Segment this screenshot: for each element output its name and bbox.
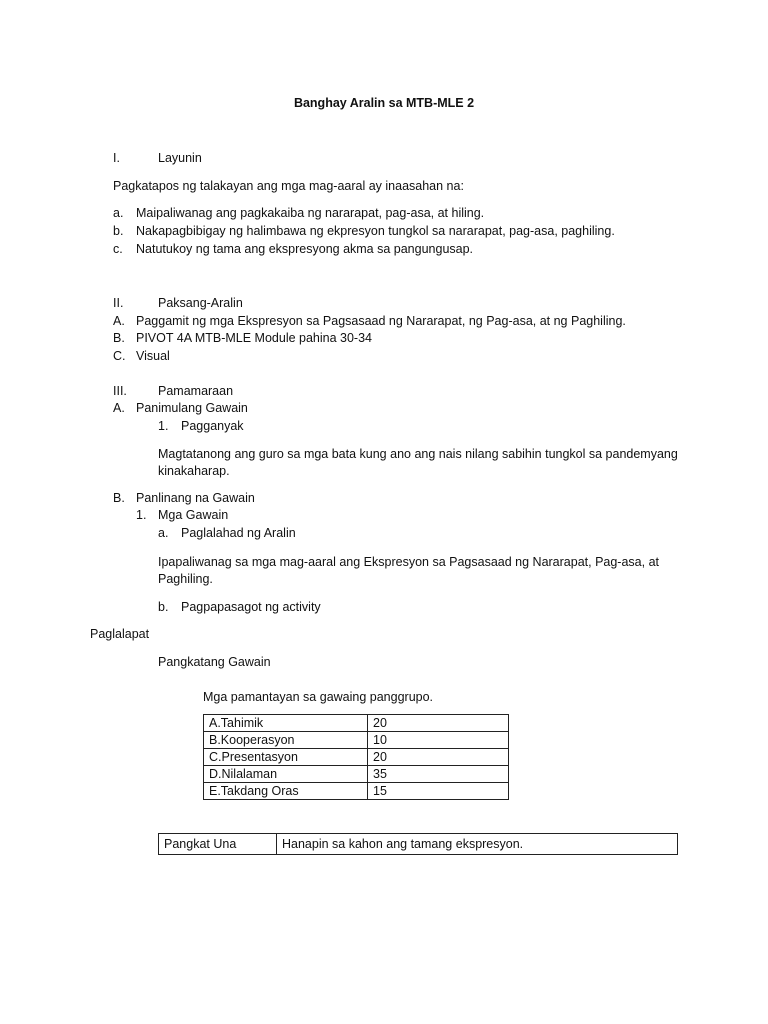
subheading-paglalahad: Paglalahad ng Aralin	[181, 526, 296, 540]
criteria-name: B.Kooperasyon	[204, 732, 368, 749]
group-task-table	[158, 833, 678, 855]
table-row	[204, 749, 509, 766]
section-heading-pamamaraan: Pamamaraan	[158, 384, 234, 398]
criteria-points: 35	[368, 766, 509, 783]
subheading-panlinang-na-gawain: Panlinang na Gawain	[136, 491, 255, 505]
subheading-pangkatang-gawain: Pangkatang Gawain	[158, 655, 271, 669]
criteria-points: 20	[368, 715, 509, 732]
list-marker: c.	[113, 242, 123, 256]
group-name: Pangkat Una	[159, 834, 277, 855]
criteria-points: 10	[368, 732, 509, 749]
table-row	[159, 834, 678, 855]
pagganyak-paragraph: Magtatanong ang guro sa mga bata kung ano ang nais nilang sabihin tungkol sa pandemyang kinakaharap.	[158, 447, 678, 478]
list-marker: a.	[113, 206, 124, 220]
subheading-mga-gawain: Mga Gawain	[158, 508, 229, 522]
subheading-panimulang-gawain: Panimulang Gawain	[136, 401, 248, 415]
list-marker: A.	[113, 314, 125, 328]
page-title: Banghay Aralin sa MTB-MLE 2	[293, 96, 475, 110]
layunin-item: Maipaliwanag ang pagkakaiba ng nararapat, pag-asa, at hiling.	[136, 206, 485, 220]
paglalahad-paragraph: Ipapaliwanag sa mga mag-aaral ang Ekspresyon sa Pagsasaad ng Nararapat, Pag-asa, at Paghiling.	[158, 555, 659, 586]
section-heading-layunin: Layunin	[158, 151, 202, 165]
list-marker: 1.	[136, 508, 147, 522]
criteria-points: 20	[368, 749, 509, 766]
layunin-intro: Pagkatapos ng talakayan ang mga mag-aaral ay inaasahan na:	[113, 179, 464, 193]
criteria-points: 15	[368, 783, 509, 800]
paksa-item: PIVOT 4A MTB-MLE Module pahina 30-34	[136, 331, 372, 345]
list-marker: C.	[113, 349, 126, 363]
list-marker: a.	[158, 526, 169, 540]
table-row	[204, 783, 509, 800]
paksa-item: Paggamit ng mga Ekspresyon sa Pagsasaad ng Nararapat, ng Pag-asa, at ng Paghiling.	[136, 314, 626, 328]
subheading-pagpapasagot: Pagpapasagot ng activity	[181, 600, 321, 614]
table-row	[204, 715, 509, 732]
paksa-item: Visual	[136, 349, 170, 363]
criteria-intro: Mga pamantayan sa gawaing panggrupo.	[203, 690, 434, 704]
table-row	[204, 732, 509, 749]
table-row	[204, 766, 509, 783]
list-marker: b.	[113, 224, 124, 238]
group-task: Hanapin sa kahon ang tamang ekspresyon.	[277, 834, 678, 855]
section-heading-paksa: Paksang-Aralin	[158, 296, 243, 310]
section-numeral: III.	[113, 384, 127, 398]
list-marker: B.	[113, 331, 125, 345]
list-marker: A.	[113, 401, 125, 415]
list-marker: b.	[158, 600, 169, 614]
layunin-item: Natutukoy ng tama ang ekspresyong akma sa pangungusap.	[136, 242, 474, 256]
criteria-name: C.Presentasyon	[204, 749, 368, 766]
criteria-table	[203, 714, 509, 800]
list-marker: B.	[113, 491, 125, 505]
section-numeral: II.	[113, 296, 124, 310]
criteria-name: A.Tahimik	[204, 715, 368, 732]
section-heading-paglalapat: Paglalapat	[90, 627, 150, 641]
section-numeral: I.	[113, 151, 120, 165]
layunin-item: Nakapagbibigay ng halimbawa ng ekpresyon tungkol sa nararapat, pag-asa, paghiling.	[136, 224, 615, 238]
list-marker: 1.	[158, 419, 169, 433]
subheading-pagganyak: Pagganyak	[181, 419, 244, 433]
criteria-name: E.Takdang Oras	[204, 783, 368, 800]
criteria-name: D.Nilalaman	[204, 766, 368, 783]
